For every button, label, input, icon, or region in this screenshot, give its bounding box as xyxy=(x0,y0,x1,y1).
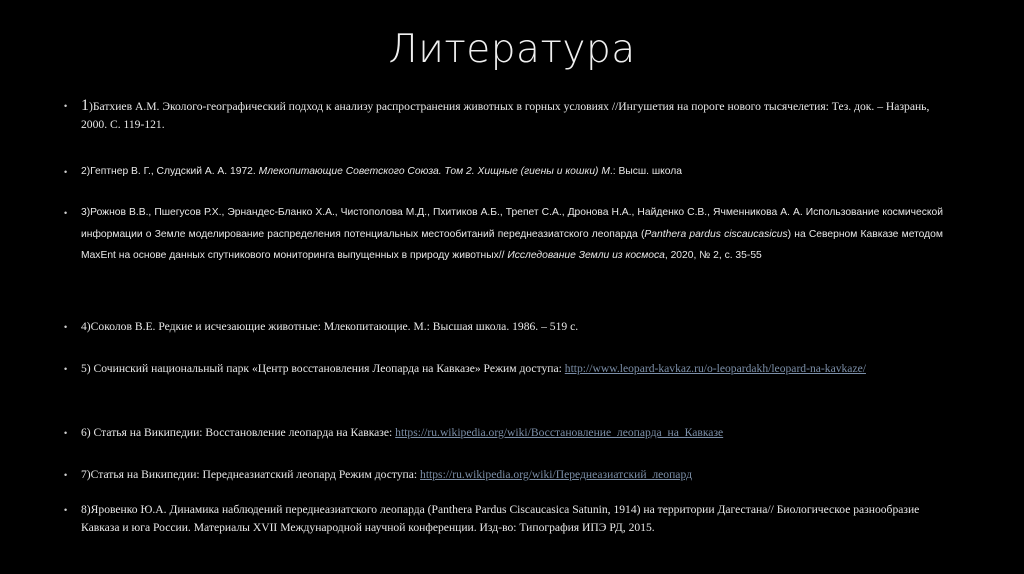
reference-3-text-a: 3)Рожнов В.В., Пшегусов Р.Х., Эрнандес-Бланко Х.А., Чистополова М.Д., Пхитиков А.Б., Трепет С.А., Дронова Н.А., Найденко С.В., Ячменникова А. А. Использование космической информации о Земле моделирование распределения потенциальных местообитаний переднеазиатского леопарда ( xyxy=(81,207,943,240)
reference-2-title: Млекопитающие Советского Союза. Том 2. Хищные (гиены и кошки) М xyxy=(258,166,610,177)
reference-2-authors: 2)Гептнер В. Г., Слудский А. А. 1972. xyxy=(81,166,259,177)
bullet-icon: • xyxy=(64,505,68,515)
reference-3-text-b: ) на Северном Кавказе методом MaxEnt на основе данных спутникового мониторинга выпущенных в природу животных// xyxy=(81,228,943,261)
bullet-icon: • xyxy=(64,364,68,374)
reference-3-journal: Исследование Земли из космоса xyxy=(507,250,665,261)
bullet-icon: • xyxy=(64,208,68,218)
reference-4-text: 4)Соколов В.Е. Редкие и исчезающие животные: Млекопитающие. М.: Высшая школа. 1986. – 519 с. xyxy=(81,320,579,333)
slide-title: Литература xyxy=(388,27,636,72)
reference-1-number: 1 xyxy=(81,97,89,114)
bullet-icon: • xyxy=(64,167,68,177)
bullet-icon: • xyxy=(64,322,68,332)
reference-6-text: 6) Статья на Википедии: Восстановление леопарда на Кавказе: xyxy=(81,426,396,439)
reference-3-species: Panthera pardus ciscaucasicus xyxy=(644,228,788,240)
reference-5-text: 5) Сочинский национальный парк «Центр восстановления Леопарда на Кавказе» Режим доступа: xyxy=(81,362,565,375)
reference-1-text: )Батхиев А.М. Эколого-географический подход к анализу распространения животных в горных условиях //Ингушетия на пороге нового тысячелетия: Тез. док. – Назрань, 2000. С. 119-121. xyxy=(81,100,930,131)
bullet-icon: • xyxy=(64,470,68,480)
reference-7-link[interactable]: https://ru.wikipedia.org/wiki/Переднеазиатский_леопард xyxy=(420,468,692,481)
reference-3-text-c: , 2020, № 2, с. 35-55 xyxy=(664,250,762,261)
reference-8-text: 8)Яровенко Ю.А. Динамика наблюдений переднеазиатского леопарда (Panthera Pardus Ciscaucasica Satunin, 1914) на территории Дагестана// Биологическое разнообразие Кавказа и юга России. Материалы XVII Международной научной конференции. Изд-во: Типография ИПЭ РД, 2015. xyxy=(81,503,920,534)
reference-5-link[interactable]: http://www.leopard-kavkaz.ru/o-leopardakh/leopard-na-kavkaze/ xyxy=(564,362,866,375)
reference-2-publisher: .: Высш. школа xyxy=(609,166,683,177)
bullet-icon: • xyxy=(64,101,68,111)
reference-6-link[interactable]: https://ru.wikipedia.org/wiki/Восстановление_леопарда_на_Кавказе xyxy=(395,426,724,439)
bullet-icon: • xyxy=(64,428,68,438)
reference-7-text: 7)Статья на Википедии: Переднеазиатский леопард Режим доступа: xyxy=(81,468,421,481)
